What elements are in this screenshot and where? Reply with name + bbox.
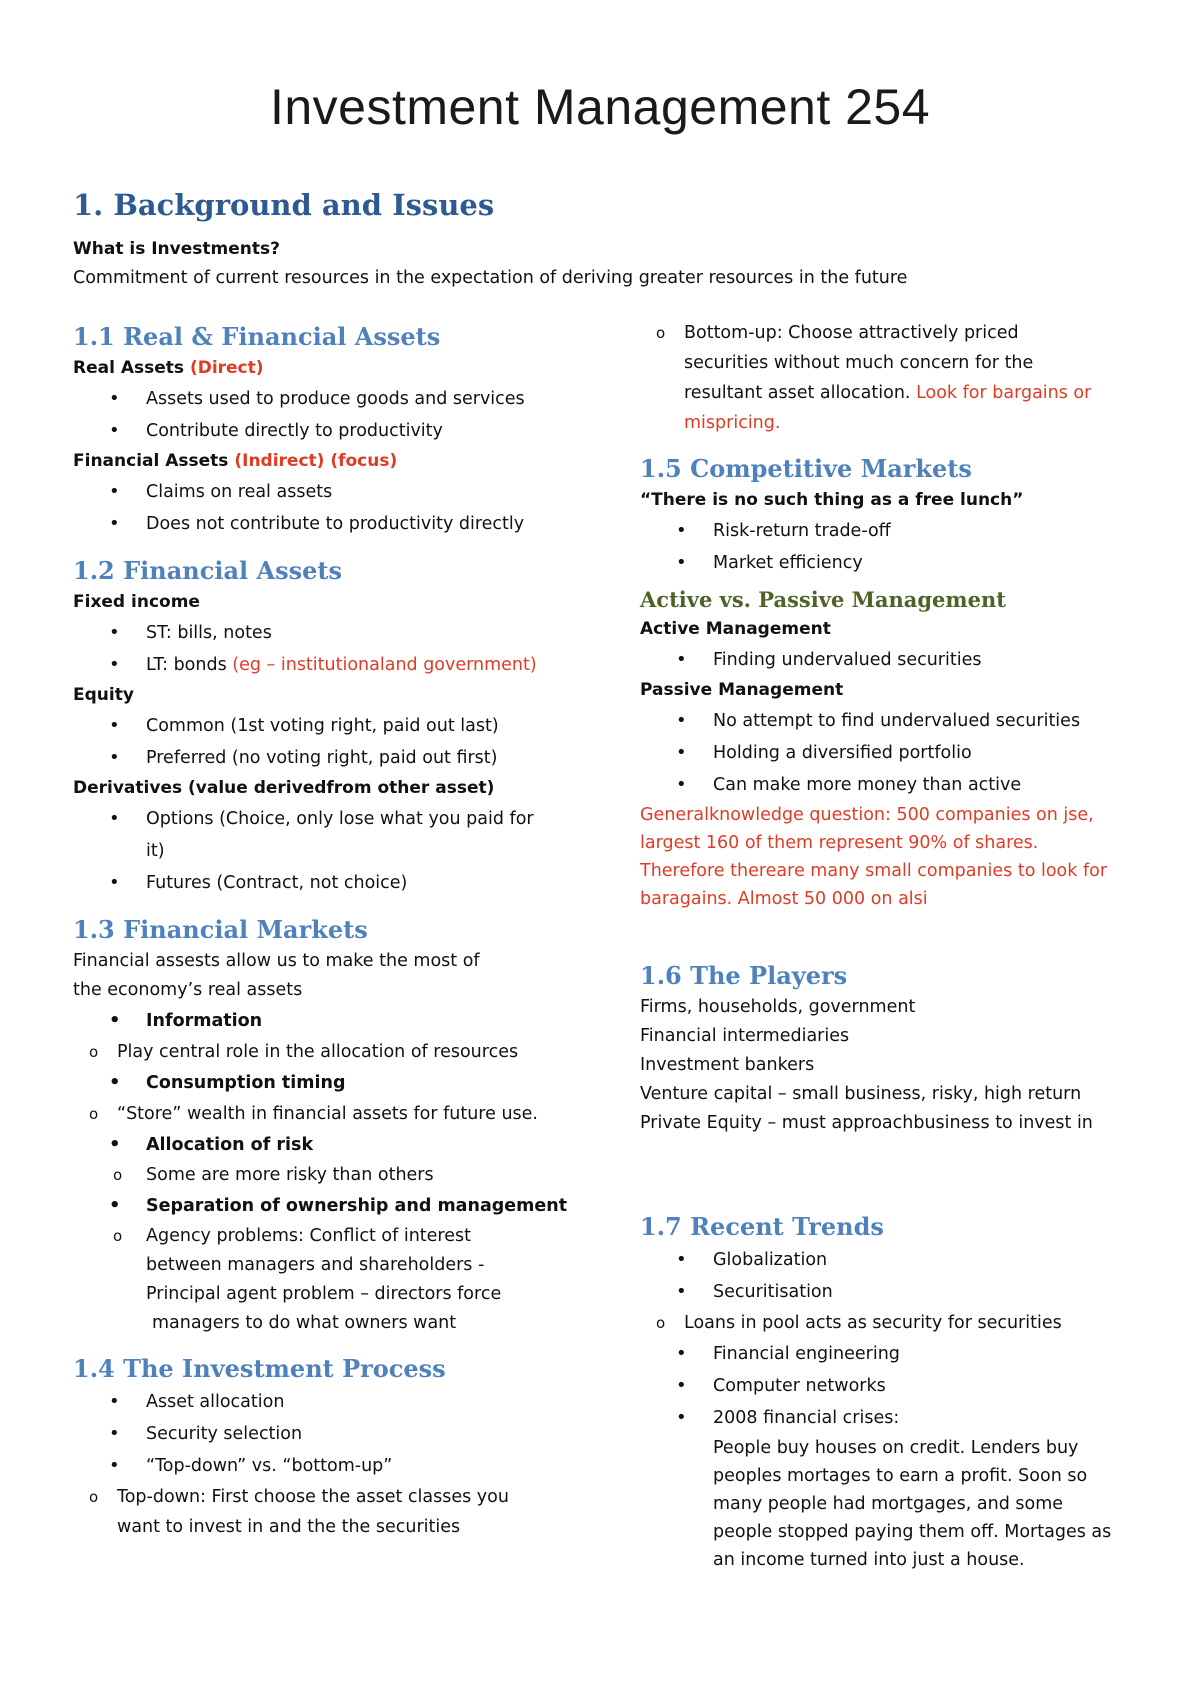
heading-recent-trends: 1.7 Recent Trends bbox=[640, 1212, 884, 1241]
passive-label: Passive Management bbox=[640, 680, 844, 700]
players-line: Private Equity – must approachbusiness to invest in bbox=[640, 1113, 1093, 1133]
bonds-tag: (eg – institutionaland government) bbox=[232, 655, 537, 675]
financial-assets-title: Financial Assets bbox=[73, 451, 229, 471]
bonds-text: LT: bonds bbox=[146, 655, 227, 675]
left-column bbox=[73, 320, 593, 1542]
fixed-income-label: Fixed income bbox=[73, 592, 200, 612]
heading-real-financial-assets: 1.1 Real & Financial Assets bbox=[73, 322, 441, 351]
heading-financial-markets: 1.3 Financial Markets bbox=[73, 915, 368, 944]
list-item: • Consumption timing bbox=[73, 1067, 593, 1099]
active-label: Active Management bbox=[640, 619, 831, 639]
equity-list bbox=[73, 710, 593, 774]
sub-item: o Play central role in the allocation of resources bbox=[73, 1037, 593, 1067]
markets-list-1 bbox=[73, 1005, 593, 1037]
markets-list-2 bbox=[73, 1067, 593, 1099]
list-item: • Finding undervalued securities bbox=[640, 644, 1160, 676]
list-item: • Securitisation bbox=[640, 1276, 1160, 1308]
players-line: Investment bankers bbox=[640, 1055, 815, 1075]
financial-assets-list bbox=[73, 476, 593, 540]
active-list bbox=[640, 644, 1160, 676]
sub-item: o “Store” wealth in financial assets for future use. bbox=[73, 1099, 593, 1129]
heading-investment-process: 1.4 The Investment Process bbox=[73, 1354, 446, 1383]
list-item: • Separation of ownership and management bbox=[73, 1190, 593, 1222]
heading-active-passive: Active vs. Passive Management bbox=[640, 587, 1006, 612]
list-item: • Allocation of risk bbox=[73, 1129, 593, 1161]
list-item bbox=[73, 649, 593, 681]
markets-list-4 bbox=[73, 1190, 593, 1222]
list-item: • Globalization bbox=[640, 1244, 1160, 1276]
passive-list bbox=[640, 705, 1160, 801]
bottomup-text: Bottom-up: Choose attractively priced securities without much concern for the resultant asset allocation. bbox=[684, 323, 1034, 403]
fixed-income-list bbox=[73, 617, 593, 681]
markets-list-3 bbox=[73, 1129, 593, 1161]
heading-players: 1.6 The Players bbox=[640, 961, 848, 990]
document-title: Investment Management 254 bbox=[269, 79, 931, 135]
real-assets-list bbox=[73, 383, 593, 447]
answer-text: Commitment of current resources in the expectation of deriving greater resources in the future bbox=[73, 268, 908, 288]
sub-item: o Agency problems: Conflict of interest between managers and shareholders - Principal agent problem – directors force bbox=[73, 1222, 506, 1309]
financial-assets-tag: (Indirect) (focus) bbox=[234, 451, 398, 471]
general-knowledge-note: Generalknowledge question: 500 companies on jse, largest 160 of them represent 90% of shares. Therefore thereare many small companies to look for baragains. Almost 50 000 on alsi bbox=[640, 805, 1108, 909]
sub-item-topdown: o Top-down: First choose the asset classes you want to invest in and the the securities bbox=[73, 1482, 517, 1542]
list-item: • Market efficiency bbox=[640, 547, 1160, 579]
list-item: • Risk-return trade-off bbox=[640, 515, 1160, 547]
heading-financial-assets: 1.2 Financial Assets bbox=[73, 556, 342, 585]
list-item: • Financial engineering bbox=[640, 1338, 1160, 1370]
equity-label: Equity bbox=[73, 685, 134, 705]
list-item: • 2008 financial crises: bbox=[640, 1402, 1160, 1434]
recent-trends-list-1 bbox=[640, 1244, 1160, 1308]
list-item: • Can make more money than active bbox=[640, 769, 1160, 801]
crisis-explanation: People buy houses on credit. Lenders buy peoples mortages to earn a profit. Soon so many people had mortgages, and some people stopped paying them off. Mortages as an income turned into just a house. bbox=[713, 1438, 1112, 1570]
heading-competitive-markets: 1.5 Competitive Markets bbox=[640, 454, 972, 483]
list-item: • “Top-down” vs. “bottom-up” bbox=[73, 1450, 593, 1482]
players-line: Firms, households, government bbox=[640, 997, 916, 1017]
section-heading-background: 1. Background and Issues bbox=[73, 188, 495, 222]
sub-item-securitisation: o Loans in pool acts as security for securities bbox=[640, 1308, 1160, 1338]
real-assets-label bbox=[73, 354, 593, 383]
list-item: • Contribute directly to productivity bbox=[73, 415, 593, 447]
list-item: • Futures (Contract, not choice) bbox=[73, 867, 593, 899]
derivatives-list bbox=[73, 803, 593, 899]
derivatives-label: Derivatives (value derivedfrom other asset) bbox=[73, 778, 495, 798]
recent-trends-list-2 bbox=[640, 1338, 1160, 1434]
bottomup-tag: Look for bargains or mispricing. bbox=[684, 383, 1092, 433]
list-item: • Information bbox=[73, 1005, 593, 1037]
question-label: What is Investments? bbox=[73, 239, 280, 259]
sub-item-bottomup bbox=[640, 318, 1094, 438]
list-item: • Preferred (no voting right, paid out first) bbox=[73, 742, 593, 774]
list-item: • Common (1st voting right, paid out last) bbox=[73, 710, 593, 742]
players-line: Financial intermediaries bbox=[640, 1026, 850, 1046]
financial-assets-label bbox=[73, 447, 593, 476]
competitive-markets-list bbox=[640, 515, 1160, 579]
list-item: • No attempt to find undervalued securities bbox=[640, 705, 1160, 737]
list-item: • Asset allocation bbox=[73, 1386, 593, 1418]
list-item: • Does not contribute to productivity directly bbox=[73, 508, 593, 540]
investment-process-list bbox=[73, 1386, 593, 1482]
intro-block bbox=[73, 235, 1153, 293]
sub-item-continued: managers to do what owners want bbox=[152, 1313, 457, 1333]
free-lunch-quote: “There is no such thing as a free lunch” bbox=[640, 490, 1024, 510]
real-assets-tag: (Direct) bbox=[189, 358, 264, 378]
sub-item: o Some are more risky than others bbox=[73, 1161, 593, 1190]
list-item: • ST: bills, notes bbox=[73, 617, 593, 649]
financial-markets-intro: Financial assests allow us to make the most of the economy’s real assets bbox=[73, 951, 480, 1000]
list-item: • Options (Choice, only lose what you paid for it) bbox=[73, 803, 593, 867]
real-assets-title: Real Assets bbox=[73, 358, 185, 378]
list-item: • Security selection bbox=[73, 1418, 593, 1450]
list-item: • Assets used to produce goods and services bbox=[73, 383, 593, 415]
list-item: • Claims on real assets bbox=[73, 476, 593, 508]
players-line: Venture capital – small business, risky, high return bbox=[640, 1084, 1082, 1104]
list-item: • Computer networks bbox=[640, 1370, 1160, 1402]
right-column bbox=[640, 318, 1160, 1574]
list-item: • Holding a diversified portfolio bbox=[640, 737, 1160, 769]
